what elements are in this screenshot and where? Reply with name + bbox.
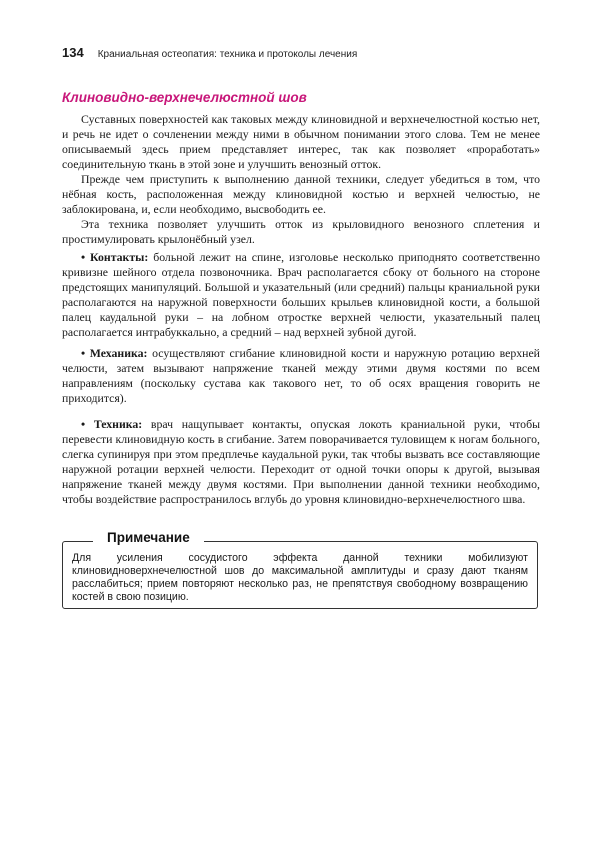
paragraph: Эта техника позволяет улучшить отток из крыловидного венозного сплетения и простимулировать крылонёбный узел. xyxy=(62,217,540,246)
contacts-paragraph xyxy=(62,250,540,340)
technique-paragraph xyxy=(62,417,540,507)
mechanics-block xyxy=(62,346,540,406)
section-title: Клиновидно-верхнечелюстной шов xyxy=(62,90,307,105)
note-box xyxy=(62,530,538,609)
mechanics-label: • Механика: xyxy=(81,346,148,360)
running-title: Краниальная остеопатия: техника и протоколы лечения xyxy=(97,49,358,60)
paragraph: Суставных поверхностей как таковых между клиновидной и верхнечелюстной костью нет, и речь не идет о сочленении между ними в обычном понимании этого слова. Тем не менее описываемый здесь прием представляет интерес, так как позволяет «проработать» соединительную ткань в этой зоне и улучшить венозный отток. xyxy=(62,112,540,171)
technique-text: врач нащупывает контакты, опуская локоть краниальной руки, чтобы перевести клиновидную кость в сгибание. Затем поворачивается туловищем к ногам больного, слегка супинируя при этом предплечье каудальной руки, так чтобы вызвать все составляющие наружной ротации верхней челюсти. Переходит от одной точки опоры к другой, вызывая напряжение тканей между двумя костями. При выполнении данной техники необходимо, чтобы воздействие распространилось вглубь до уровня клиновидно-верхнечелюстного шва. xyxy=(62,417,540,506)
technique-block xyxy=(62,417,540,507)
note-title: Примечание xyxy=(93,530,204,545)
mechanics-paragraph xyxy=(62,346,540,406)
technique-label: • Техника: xyxy=(81,417,143,431)
note-text: Для усиления сосудистого эффекта данной техники мобилизуют клиновидноверхнечелюстной шов до максимальной амплитуды и сразу дают тканям расслабиться; прием повторяют несколько раз, не препятствуя свободному возвращению костей в свою позицию. xyxy=(72,552,528,603)
page-number: 134 xyxy=(62,45,84,60)
contacts-block xyxy=(62,250,540,340)
contacts-label: • Контакты: xyxy=(81,250,149,264)
running-header xyxy=(62,45,532,65)
mechanics-text: осуществляют сгибание клиновидной кости и наружную ротацию верхней челюсти, затем вызывают напряжение тканей между этими двумя костями по всем направлениям (поскольку сустава как такового нет, то об осях вращения говорить не приходится). xyxy=(62,346,540,405)
intro-text xyxy=(62,112,540,247)
paragraph: Прежде чем приступить к выполнению данной техники, следует убедиться в том, что нёбная кость, расположенная между клиновидной костью и верхней челюстью, не заблокирована, и, если необходимо, высвободить ее. xyxy=(62,172,540,216)
contacts-text: больной лежит на спине, изголовье несколько приподнято соответственно кривизне шейного отдела позвоночника. Врач располагается сбоку от больного на стороне предстоящих манипуляций. Большой и указательный (или средний) пальцы краниальной руки располагаются на наружной поверхности больших крыльев клиновидной кости, а большой палец каудальной руки – на лобном отростке верхней челюсти, указательный палец располагается интрабуккально, а средний – над верхней зубной дугой. xyxy=(62,250,541,339)
